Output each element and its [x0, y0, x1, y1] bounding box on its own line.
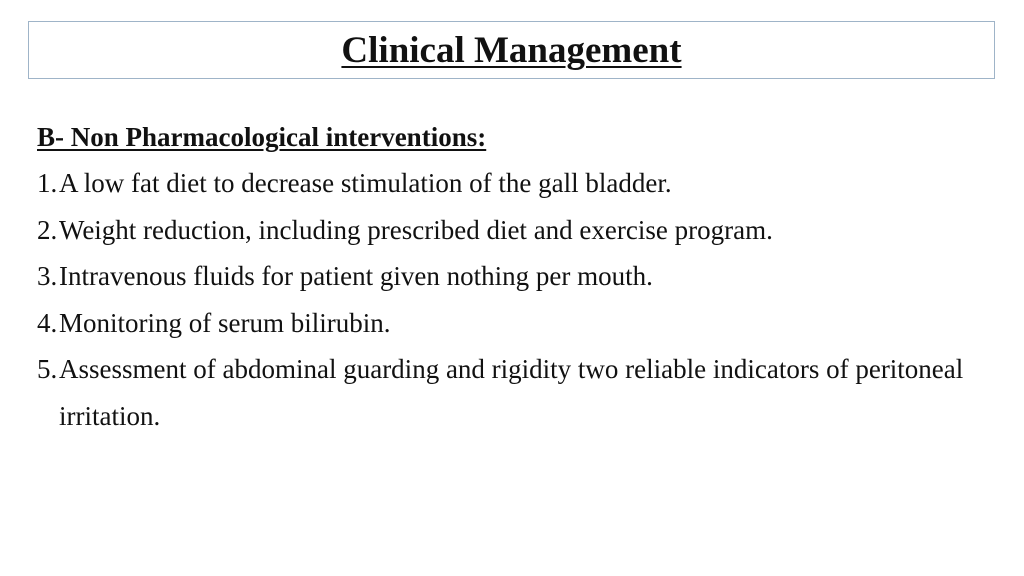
- title-box: [28, 21, 995, 79]
- item-text: Intravenous fluids for patient given nothing per mouth.: [59, 261, 653, 291]
- item-number: 4.: [37, 307, 58, 338]
- slide-title: Clinical Management: [341, 29, 682, 71]
- section-subheading: B- Non Pharmacological interventions:: [37, 122, 487, 152]
- list-item: [37, 253, 997, 300]
- list-item: [37, 346, 997, 439]
- item-number: 2.: [37, 214, 58, 245]
- item-text: Weight reduction, including prescribed diet and exercise program.: [59, 214, 773, 245]
- list-item: [37, 160, 997, 207]
- item-text: Assessment of abdominal guarding and rigidity two reliable indicators of peritoneal irritation.: [59, 354, 964, 431]
- intervention-list: [37, 160, 997, 439]
- item-text: Monitoring of serum bilirubin.: [59, 307, 391, 338]
- item-number: 1.: [37, 168, 58, 198]
- item-number: 3.: [37, 261, 58, 291]
- list-item: [37, 207, 997, 254]
- list-item: [37, 300, 997, 347]
- item-text: A low fat diet to decrease stimulation of the gall bladder.: [59, 168, 672, 198]
- item-number: 5.: [37, 354, 58, 384]
- slide-content: [37, 114, 997, 439]
